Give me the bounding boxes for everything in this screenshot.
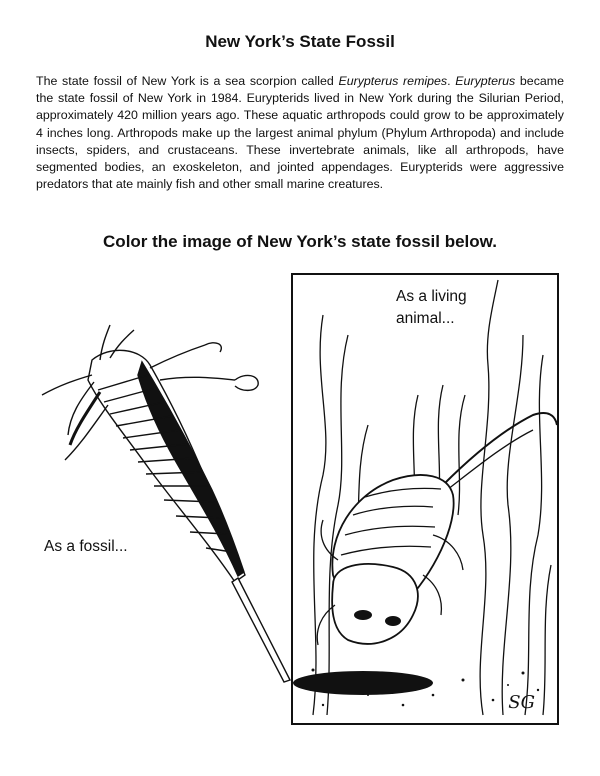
- fossil-caption: As a fossil...: [44, 538, 128, 555]
- living-caption-line-2: animal...: [396, 310, 455, 327]
- living-eurypterid-icon: [293, 275, 557, 723]
- living-animal-panel: [291, 273, 559, 725]
- living-caption-line-1: As a living: [396, 288, 467, 305]
- coloring-instruction: Color the image of New York’s state fossil below.: [103, 232, 497, 251]
- artist-signature: SG: [508, 692, 535, 713]
- species-name: Eurypterus remipes: [338, 74, 448, 88]
- intro-text-1: The state fossil of New York is a sea scorpion called: [36, 74, 339, 88]
- fossil-eurypterid-icon: [30, 320, 300, 700]
- intro-text-3: became the state fossil of New York in 1984. Eurypterids lived in New York during the Silurian Period, approximately 420 million years ago. These aquatic arthropods could grow to be approximately 4 inches long. Arthropods make up the largest animal phylum (Phylum Arthropoda) and include insects, spiders, and crustaceans. These invertebrate animals, like all arthropods, have segmented bodies, an exoskeleton, and jointed appendages. Eurypterids were aggressive predators that ate mainly fish and other small marine creatures.: [36, 74, 564, 192]
- intro-paragraph: [36, 73, 564, 193]
- genus-name: Eurypterus: [455, 74, 516, 88]
- page-title: New York’s State Fossil: [205, 32, 395, 51]
- intro-text-2: .: [447, 74, 456, 88]
- living-caption: [394, 286, 469, 330]
